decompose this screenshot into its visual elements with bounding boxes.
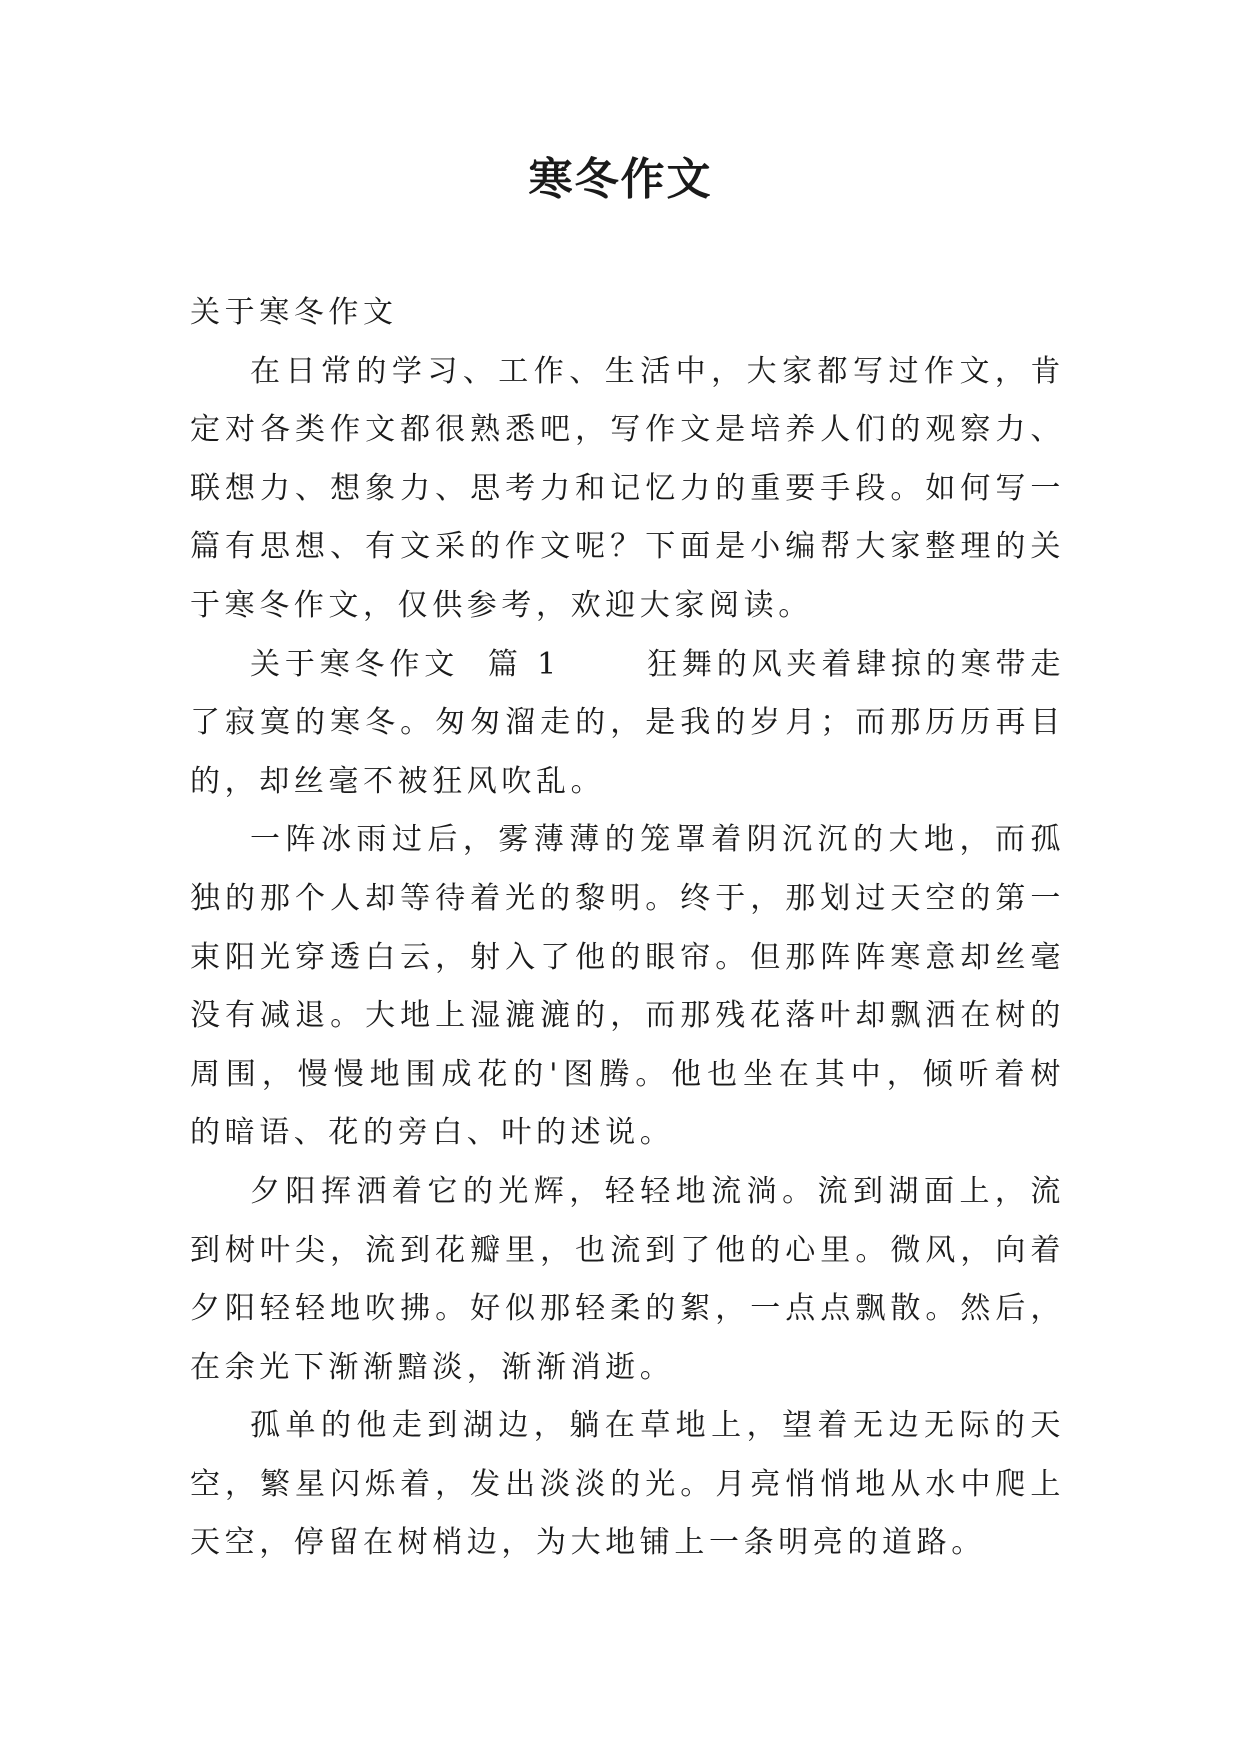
document-title: 寒冬作文 xyxy=(528,154,713,205)
paragraph-section-1: 关于寒冬作文 篇 1 狂舞的风夹着肆掠的寒带走了寂寞的寒冬。匆匆溜走的，是我的岁月；而那历历再目的，却丝毫不被狂风吹乱。 xyxy=(190,646,1065,799)
paragraph-intro: 在日常的学习、工作、生活中，大家都写过作文，肯定对各类作文都很熟悉吧，写作文是培养人们的观察力、联想力、想象力、思考力和记忆力的重要手段。如何写一篇有思想、有文采的作文呢？下面是小编帮大家整理的关于寒冬作文，仅供参考，欢迎大家阅读。 xyxy=(190,353,1065,623)
paragraph-sunset: 夕阳挥洒着它的光辉，轻轻地流淌。流到湖面上，流到树叶尖，流到花瓣里，也流到了他的心里。微风，向着夕阳轻轻地吹拂。好似那轻柔的絮，一点点飘散。然后，在余光下渐渐黯淡，渐渐消逝。 xyxy=(190,1173,1065,1385)
paragraph-lakeside: 孤单的他走到湖边，躺在草地上，望着无边无际的天空，繁星闪烁着，发出淡淡的光。月亮悄悄地从水中爬上天空，停留在树梢边，为大地铺上一条明亮的道路。 xyxy=(190,1408,1065,1561)
document-subtitle: 关于寒冬作文 xyxy=(190,295,398,330)
document-body xyxy=(190,284,1065,1573)
paragraph-ice-rain: 一阵冰雨过后，雾薄薄的笼罩着阴沉沉的大地，而孤独的那个人却等待着光的黎明。终于，那划过天空的第一束阳光穿透白云，射入了他的眼帘。但那阵阵寒意却丝毫没有减退。大地上湿漉漉的，而那残花落叶却飘洒在树的周围，慢慢地围成花的'图腾。他也坐在其中，倾听着树的暗语、花的旁白、叶的述说。 xyxy=(190,822,1065,1151)
